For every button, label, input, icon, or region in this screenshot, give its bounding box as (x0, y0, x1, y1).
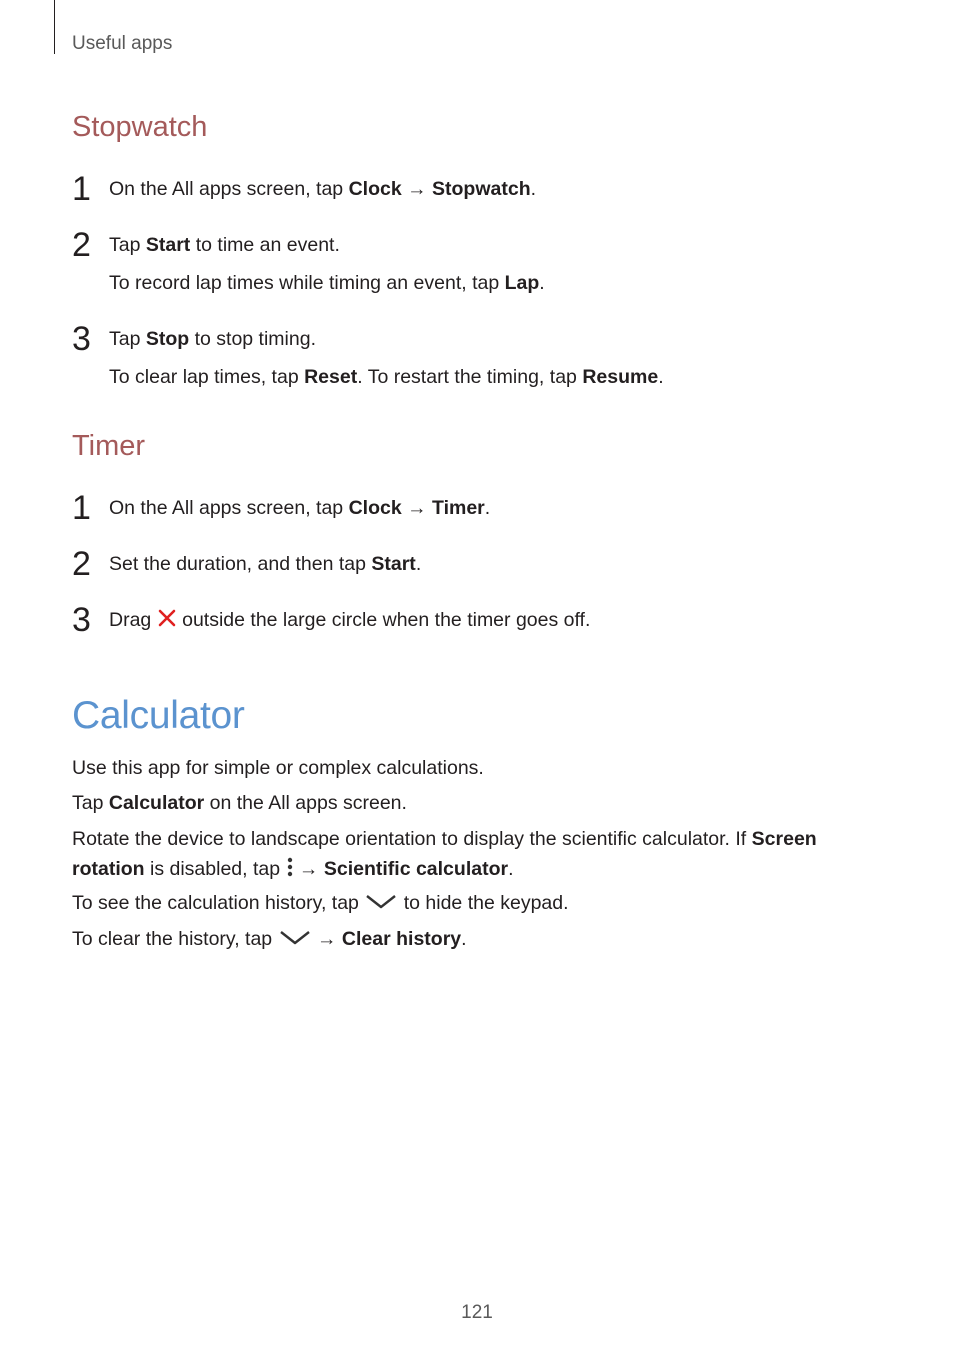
calculator-launch: Tap Calculator on the All apps screen. (72, 792, 407, 814)
timer-heading: Timer (72, 430, 146, 462)
timer-step-3: Drag outside the large circle when the timer goes off. (109, 608, 590, 634)
calculator-clear-history: To clear the history, tap → Clear history. (72, 928, 467, 950)
margin-rule (54, 0, 55, 54)
step-number: 1 (72, 170, 91, 208)
close-x-icon (157, 608, 177, 634)
stopwatch-step-3-note: To clear lap times, tap Reset. To restart the timing, tap Resume. (109, 366, 664, 388)
stopwatch-heading: Stopwatch (72, 111, 208, 143)
calculator-intro: Use this app for simple or complex calculations. (72, 757, 484, 779)
step-number: 3 (72, 320, 91, 358)
calculator-heading: Calculator (72, 694, 245, 737)
calculator-rotate-line-1: Rotate the device to landscape orientation to display the scientific calculator. If Screen (72, 828, 817, 850)
stopwatch-step-2: Tap Start to time an event. (109, 234, 340, 256)
stopwatch-step-3: Tap Stop to stop timing. (109, 328, 316, 350)
stopwatch-step-2-note: To record lap times while timing an event, tap Lap. (109, 272, 545, 294)
running-header: Useful apps (72, 33, 173, 54)
chevron-down-icon (278, 928, 312, 952)
timer-step-1: On the All apps screen, tap Clock → Timer. (109, 497, 491, 519)
chevron-down-icon (364, 892, 398, 916)
page-number: 121 (461, 1302, 493, 1323)
calculator-rotate-line-2: rotation is disabled, tap → Scientific calculator. (72, 856, 514, 884)
step-number: 2 (72, 545, 91, 583)
calculator-history-hint: To see the calculation history, tap to hide the keypad. (72, 892, 569, 914)
timer-step-2: Set the duration, and then tap Start. (109, 553, 422, 575)
step-number: 2 (72, 226, 91, 264)
step-number: 3 (72, 601, 91, 639)
stopwatch-step-1: On the All apps screen, tap Clock → Stopwatch. (109, 178, 537, 200)
step-number: 1 (72, 489, 91, 527)
more-options-icon (286, 856, 294, 884)
